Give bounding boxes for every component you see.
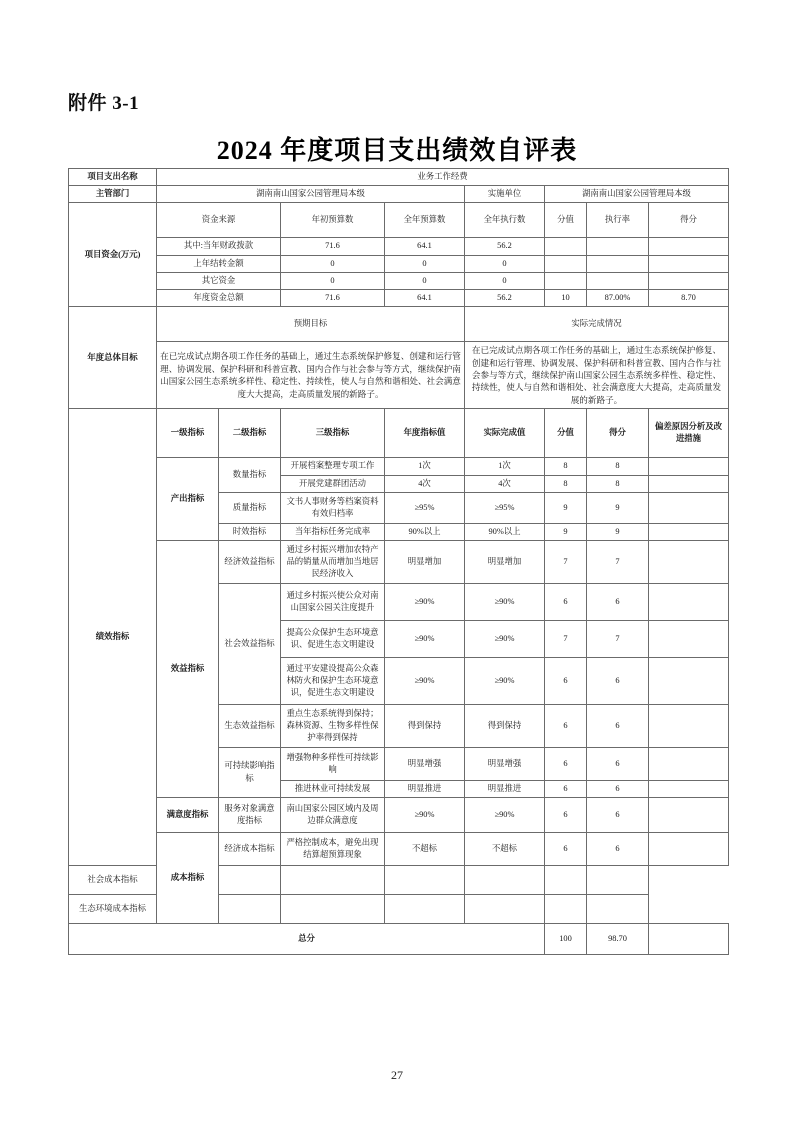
funds-exec-rate [587,255,649,272]
level2-sustainability: 可持续影响指标 [219,747,281,797]
funds-annual: 0 [385,255,465,272]
page-number: 27 [391,1068,403,1082]
level3-text: 推进林业可持续发展 [281,780,385,797]
table-row-funds-total [69,289,729,306]
actual-value: 得到保持 [465,704,545,747]
funds-exec-rate [587,238,649,255]
funds-source: 上年结转金额 [157,255,281,272]
actual-value: ≥90% [465,620,545,657]
actual-value: 不超标 [465,833,545,866]
annual-goal-label: 年度总体目标 [69,307,157,409]
score-value [465,866,545,895]
score: 8 [587,458,649,475]
department-label: 主管部门 [69,186,157,203]
deviation [649,475,729,492]
table-row-indicator-header [69,409,729,458]
level2-social-benefit: 社会效益指标 [219,583,281,704]
level1-output: 产出指标 [157,458,219,541]
level3-text: 开展档案整理专项工作 [281,458,385,475]
score-value: 7 [545,620,587,657]
deviation [649,540,729,583]
deviation [649,657,729,704]
funds-score-value: 10 [545,289,587,306]
table-row-funds-item [69,238,729,255]
annual-target [281,866,385,895]
level3-text: 开展党建群团活动 [281,475,385,492]
funds-col-executed: 全年执行数 [465,203,545,238]
col-level1: 一级指标 [157,409,219,458]
funds-exec-rate: 87.00% [587,289,649,306]
score: 6 [587,833,649,866]
annual-target: 明显增强 [385,747,465,780]
col-score-value: 分值 [545,409,587,458]
score: 6 [587,704,649,747]
col-score: 得分 [587,409,649,458]
funds-score: 8.70 [649,289,729,306]
table-row-indicator [69,833,729,866]
col-actual-value: 实际完成值 [465,409,545,458]
actual-value: 90%以上 [465,523,545,540]
funds-annual: 64.1 [385,289,465,306]
table-row-funds-header [69,203,729,238]
actual-value [385,866,465,895]
annual-target: 90%以上 [385,523,465,540]
level3-text: 提高公众保护生态环境意识、促进生态文明建设 [281,620,385,657]
funds-executed: 0 [465,272,545,289]
actual-value: ≥90% [465,583,545,620]
funds-annual: 64.1 [385,238,465,255]
funds-score-value [545,272,587,289]
funds-exec-rate [587,272,649,289]
score [545,895,587,924]
annual-target [281,895,385,924]
score: 6 [587,657,649,704]
score-value: 6 [545,704,587,747]
project-name-value: 业务工作经费 [157,169,729,186]
level2-service-satisfaction: 服务对象满意度指标 [219,798,281,833]
funds-annual: 0 [385,272,465,289]
level3-text: 增强物种多样性可持续影响 [281,747,385,780]
annual-target: 4次 [385,475,465,492]
performance-indicator-label: 绩效指标 [69,409,157,866]
score: 7 [587,540,649,583]
level2-quantity: 数量指标 [219,458,281,492]
annual-target: ≥90% [385,657,465,704]
expected-target-header: 预期目标 [157,307,465,342]
level3-text: 通过乡村振兴使公众对南山国家公园关注度提升 [281,583,385,620]
score [545,866,587,895]
funds-initial: 71.6 [281,289,385,306]
funds-col-annual-budget: 全年预算数 [385,203,465,238]
score-value: 9 [545,523,587,540]
level3-text: 文书人事财务等档案资料有效归档率 [281,492,385,523]
deviation [587,895,649,924]
expected-target-text: 在已完成试点期各项工作任务的基础上，通过生态系统保护修复、创建和运行管理、协调发展、保护科研和科普宣教、国内合作与社会参与等方式，继续保护南山国家公园生态系统多样性、稳定性、持续性，使人与自然和谐相处、社会满意度大大提高，走高质量发展的新路子。 [157,342,465,409]
actual-value: ≥90% [465,798,545,833]
score-value: 7 [545,540,587,583]
level2-quality: 质量指标 [219,492,281,523]
table-row-funds-item [69,272,729,289]
funds-initial: 71.6 [281,238,385,255]
annual-target: 明显推进 [385,780,465,797]
funds-col-source: 资金来源 [157,203,281,238]
annual-target: 不超标 [385,833,465,866]
funds-score [649,272,729,289]
level3-text: 严格控制成本，避免出现结算超预算现象 [281,833,385,866]
table-row-goal-header [69,307,729,342]
annual-target: ≥90% [385,620,465,657]
annual-target: 明显增加 [385,540,465,583]
score-value: 6 [545,798,587,833]
score: 6 [587,780,649,797]
level2-ecological-benefit: 生态效益指标 [219,704,281,747]
actual-value [385,895,465,924]
actual-value: 明显增强 [465,747,545,780]
annual-target: ≥90% [385,798,465,833]
score: 6 [587,798,649,833]
level3-text: 重点生态系统得到保持；森林资源、生物多样性保护率得到保持 [281,704,385,747]
level1-cost: 成本指标 [157,833,219,924]
actual-value: ≥90% [465,657,545,704]
level1-satisfaction: 满意度指标 [157,798,219,833]
score: 7 [587,620,649,657]
total-value: 100 [545,924,587,955]
deviation [649,523,729,540]
performance-evaluation-table [68,168,729,955]
implementing-unit-label: 实施单位 [465,186,545,203]
level2-env-cost: 生态环境成本指标 [69,895,157,924]
score-value: 6 [545,833,587,866]
col-level3: 三级指标 [281,409,385,458]
funds-col-score-value: 分值 [545,203,587,238]
funds-col-score: 得分 [649,203,729,238]
level3-text: 南山国家公园区域内及周边群众满意度 [281,798,385,833]
funds-source: 其它资金 [157,272,281,289]
score: 6 [587,583,649,620]
level3-text: 当年指标任务完成率 [281,523,385,540]
level3-text: 通过平安建设提高公众森林防火和保护生态环境意识，促进生态文明建设 [281,657,385,704]
deviation [649,492,729,523]
score-value: 6 [545,780,587,797]
funds-col-initial-budget: 年初预算数 [281,203,385,238]
col-deviation: 偏差原因分析及改进措施 [649,409,729,458]
table-row-indicator [69,798,729,833]
score-value: 6 [545,583,587,620]
attachment-label: 附件 3-1 [68,93,140,114]
funds-score-value [545,238,587,255]
table-row-indicator [69,458,729,475]
funds-initial: 0 [281,272,385,289]
table-row-project-name [69,169,729,186]
deviation [649,458,729,475]
funds-score-value [545,255,587,272]
department-value: 湖南南山国家公园管理局本级 [157,186,465,203]
funds-initial: 0 [281,255,385,272]
level2-economic-benefit: 经济效益指标 [219,540,281,583]
level3-text: 通过乡村振兴增加农特产品的销量从而增加当地居民经济收入 [281,540,385,583]
annual-target: ≥95% [385,492,465,523]
col-level2: 二级指标 [219,409,281,458]
deviation [649,620,729,657]
level1-benefit: 效益指标 [157,540,219,797]
score: 9 [587,492,649,523]
level2-social-cost: 社会成本指标 [69,866,157,895]
level3-text [219,866,281,895]
funds-score [649,238,729,255]
implementing-unit-value: 湖南南山国家公园管理局本级 [545,186,729,203]
funds-executed: 56.2 [465,238,545,255]
actual-completion-text: 在已完成试点期各项工作任务的基础上，通过生态系统保护修复、创建和运行管理、协调发展、保护科研和科普宣教、国内合作与社会参与等方式，继续保护南山国家公园生态系统多样性、稳定性、持续性，使人与自然和谐相处、社会满意度大大提高，走高质量发展的新路子。 [465,342,729,409]
deviation [649,583,729,620]
actual-value: ≥95% [465,492,545,523]
funds-col-exec-rate: 执行率 [587,203,649,238]
actual-value: 明显增加 [465,540,545,583]
deviation [649,747,729,780]
score: 8 [587,475,649,492]
funds-source: 年度资金总额 [157,289,281,306]
deviation [649,833,729,866]
total-score: 98.70 [587,924,649,955]
table-row-indicator [69,540,729,583]
deviation [587,866,649,895]
score-value: 6 [545,657,587,704]
deviation [649,798,729,833]
table-row-goal-text [69,342,729,409]
funds-executed: 56.2 [465,289,545,306]
score-value: 8 [545,458,587,475]
deviation [649,780,729,797]
table-row-total [69,924,729,955]
table-row-department [69,186,729,203]
actual-value: 1次 [465,458,545,475]
table-row-funds-item [69,255,729,272]
score: 6 [587,747,649,780]
actual-value: 4次 [465,475,545,492]
score-value [465,895,545,924]
total-deviation [649,924,729,955]
annual-target: 得到保持 [385,704,465,747]
level2-economic-cost: 经济成本指标 [219,833,281,866]
score-value: 9 [545,492,587,523]
project-name-label: 项目支出名称 [69,169,157,186]
actual-value: 明显推进 [465,780,545,797]
funds-executed: 0 [465,255,545,272]
score: 9 [587,523,649,540]
level3-text [219,895,281,924]
project-funds-label: 项目资金(万元) [69,203,157,307]
score-value: 8 [545,475,587,492]
col-annual-target: 年度指标值 [385,409,465,458]
total-label: 总分 [69,924,545,955]
score-value: 6 [545,747,587,780]
funds-score [649,255,729,272]
annual-target: 1次 [385,458,465,475]
annual-target: ≥90% [385,583,465,620]
deviation [649,704,729,747]
level2-timeliness: 时效指标 [219,523,281,540]
page-title: 2024 年度项目支出绩效自评表 [216,136,578,165]
actual-completion-header: 实际完成情况 [465,307,729,342]
funds-source: 其中:当年财政拨款 [157,238,281,255]
